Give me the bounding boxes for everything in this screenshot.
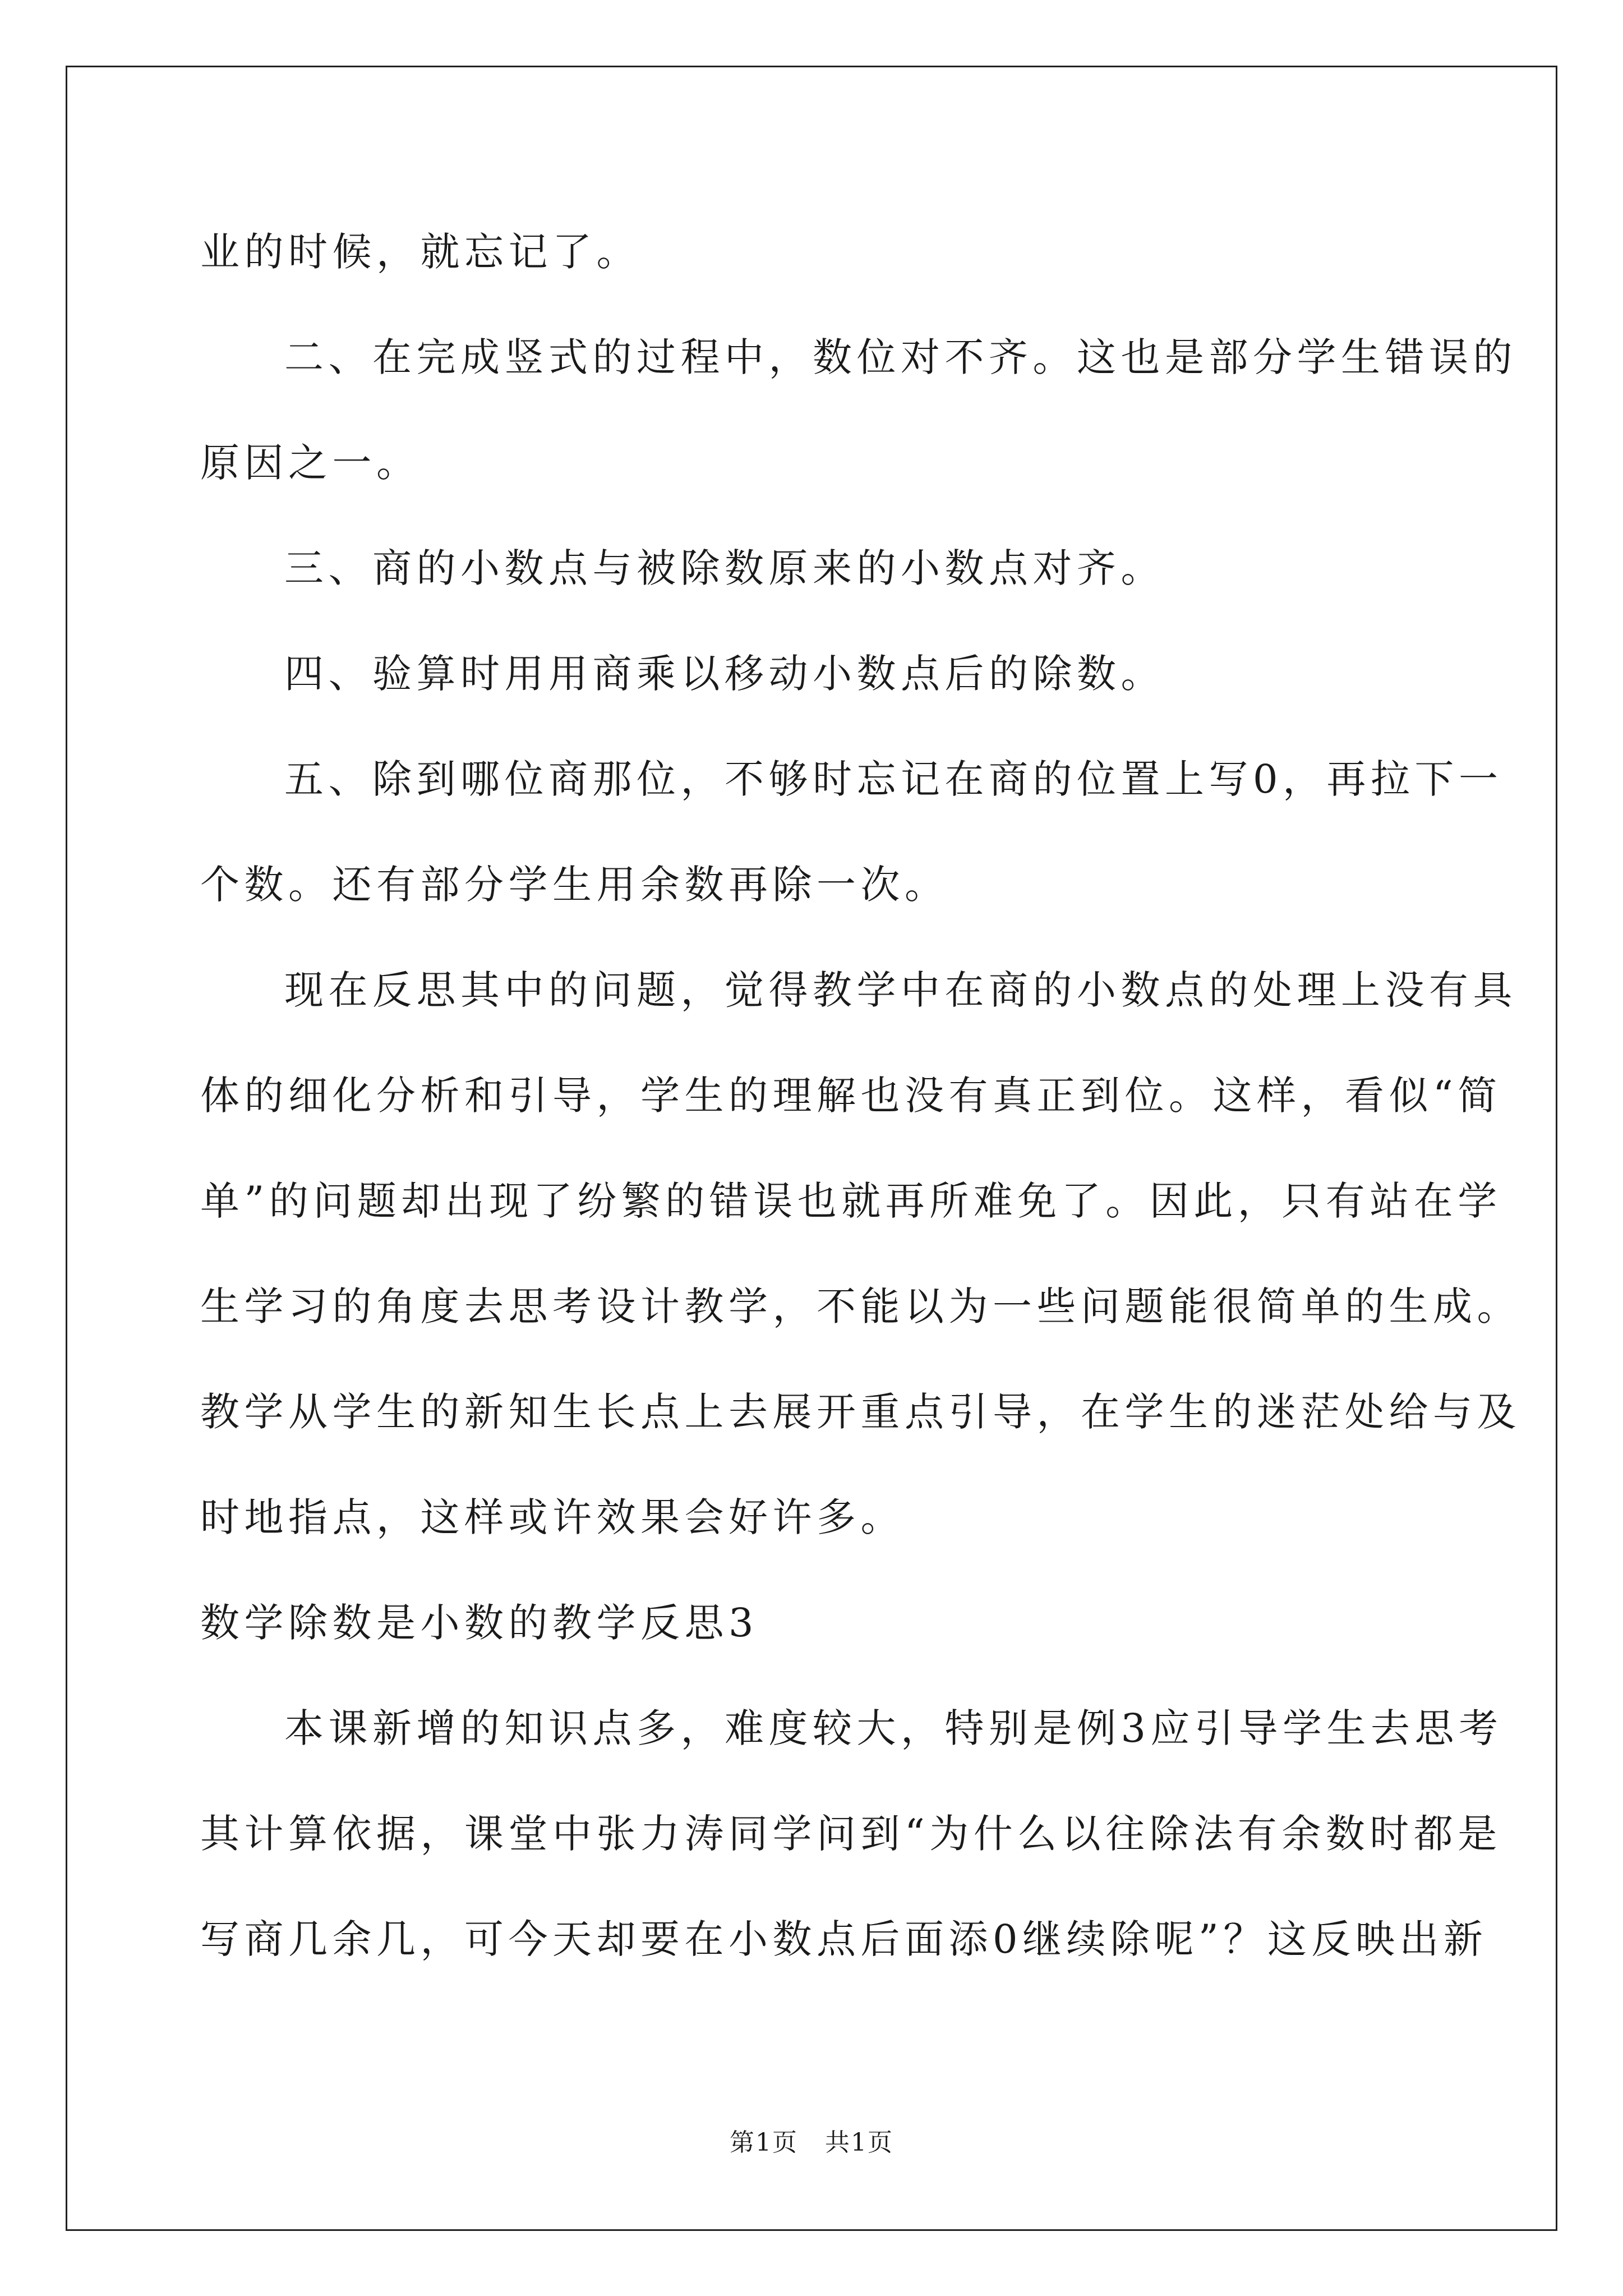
page-footer: 第1页 共1页 (730, 2128, 893, 2157)
text-line: 现在反思其中的问题，觉得教学中在商的小数点的处理上没有具 (284, 967, 1517, 1013)
text-line: 业的时候，就忘记了。 (200, 229, 640, 275)
text-line: 四、验算时用用商乘以移动小数点后的除数。 (284, 651, 1165, 697)
section-heading: 数学除数是小数的教学反思3 (200, 1600, 759, 1646)
text-line: 教学从学生的新知生长点上去展开重点引导，在学生的迷茫处给与及 (200, 1389, 1521, 1435)
text-line: 五、除到哪位商那位，不够时忘记在商的位置上写0，再拉下一 (284, 756, 1503, 802)
text-line: 个数。还有部分学生用余数再除一次。 (200, 862, 949, 908)
text-line: 单”的问题却出现了纷繁的错误也就再所难免了。因此，只有站在学 (200, 1178, 1502, 1224)
text-line: 其计算依据，课堂中张力涛同学问到“为什么以往除法有余数时都是 (200, 1811, 1502, 1857)
text-line: 本课新增的知识点多，难度较大，特别是例3应引导学生去思考 (284, 1705, 1503, 1751)
text-line: 时地指点，这样或许效果会好许多。 (200, 1494, 905, 1540)
document-body (200, 199, 1521, 1992)
text-line: 原因之一。 (200, 440, 421, 486)
text-line: 三、商的小数点与被除数原来的小数点对齐。 (284, 545, 1165, 591)
text-line: 体的细化分析和引导，学生的理解也没有真正到位。这样，看似“简 (200, 1073, 1502, 1119)
text-line: 二、在完成竖式的过程中，数位对不齐。这也是部分学生错误的 (284, 334, 1517, 380)
text-line: 生学习的角度去思考设计教学，不能以为一些问题能很简单的生成。 (200, 1283, 1521, 1329)
text-line: 写商几余几，可今天却要在小数点后面添0继续除呢”？这反映出新 (200, 1916, 1488, 1962)
